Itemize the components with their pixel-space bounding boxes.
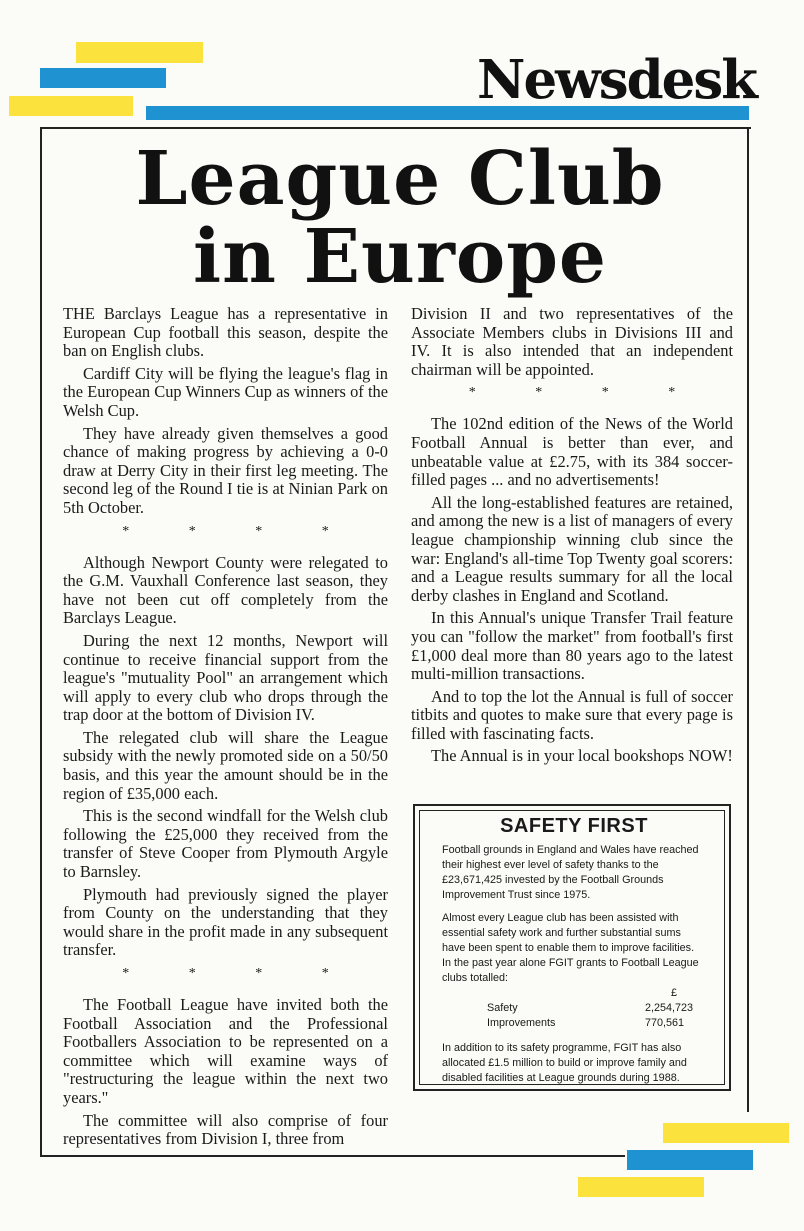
- section-separator: * * * *: [468, 385, 704, 401]
- grant-value: 770,561: [645, 1017, 685, 1029]
- paragraph: The Annual is in your local bookshops NOW!: [431, 746, 733, 766]
- section-separator: * * * *: [122, 966, 357, 981]
- paragraph: During the next 12 months, Newport will continue to receive financial support from the league's "mutuality Pool" an arrangement which will apply to every club who drops through the trap door at the bottom of Division IV.: [63, 630, 388, 725]
- frame-rule-top: [40, 127, 751, 129]
- article-column-left: [63, 305, 388, 1153]
- paragraph: THE Barclays League has a representative in European Cup football this season, despite the ban on English clubs.: [63, 304, 388, 361]
- grant-value: 2,254,723: [645, 1002, 694, 1014]
- safety-first-inner: [419, 810, 725, 1085]
- decor-bar-blue-bottom: [627, 1150, 753, 1170]
- article-headline: [60, 136, 740, 300]
- paragraph: The relegated club will share the League subsidy with the newly promoted side on a 50/50 basis, and this year the amount should be in the region of £35,000 each.: [63, 727, 388, 803]
- paragraph: The 102nd edition of the News of the World Football Annual is better than ever, and unbeatable value at £2.75, with its 384 soccer-filled pages ... and no advertisements!: [411, 414, 733, 490]
- decor-bar-yellow-bottom-2: [578, 1177, 704, 1197]
- paragraph: Plymouth had previously signed the player from County on the understanding that they would share in the profit made in any subsequent transfer.: [63, 884, 388, 960]
- decor-bar-yellow-left: [9, 96, 133, 116]
- paragraph: In this Annual's unique Transfer Trail feature you can "follow the market" from football's first £1,000 deal more than 80 years ago to the latest multi-million transactions.: [411, 608, 733, 684]
- table-row: [442, 1016, 706, 1031]
- paragraph: The committee will also comprise of four representatives from Division I, three from: [63, 1110, 388, 1149]
- paragraph: Cardiff City will be flying the league's flag in the European Cup Winners Cup as winners of the Welsh Cup.: [63, 363, 388, 420]
- safety-first-box: [413, 804, 731, 1091]
- frame-rule-right: [747, 127, 749, 1112]
- grant-label: Safety: [487, 1002, 518, 1014]
- paragraph: All the long-established features are retained, and among the new is a list of managers of every league championship winning club since the war: England's all-time Top Twenty goal scorers: and a League results summary for all the local derby clashes in England and Scotland.: [411, 492, 733, 605]
- article-column-right: [411, 305, 733, 770]
- decor-bar-yellow-bottom-1: [663, 1123, 789, 1143]
- safety-para-3: In addition to its safety programme, FGIT has also allocated £1.5 million to build or improve family and disabled facilities at League grounds during 1988.: [442, 1042, 687, 1084]
- safety-first-title: SAFETY FIRST: [500, 815, 648, 837]
- safety-para-1: Football grounds in England and Wales have reached their highest ever level of safety thanks to the £23,671,425 invested by the Football Grounds Improvement Trust since 1975.: [442, 844, 699, 901]
- paragraph: They have already given themselves a good chance of making progress by achieving a 0-0 draw at Derry City in their first leg meeting. The second leg of the Round I tie is at Ninian Park on 5th October.: [63, 423, 388, 517]
- paragraph: Division II and two representatives of the Associate Members clubs in Divisions III and IV. It is also intended that an independent chairman will be appointed.: [411, 304, 733, 379]
- decor-bar-yellow-top: [76, 42, 203, 63]
- paragraph: Although Newport County were relegated to the G.M. Vauxhall Conference last season, they have not been cut off completely from the Barclays League.: [63, 552, 388, 628]
- grant-label: Improvements: [487, 1017, 556, 1029]
- paragraph: This is the second windfall for the Welsh club following the £25,000 they received from the transfer of Steve Cooper from Plymouth Argyle to Barnsley.: [63, 806, 388, 882]
- safety-para-2: Almost every League club has been assisted with essential safety work and further substantial sums have been spent to enable them to improve facilities. In the past year alone FGIT grants to Football League clubs totalled:: [442, 912, 699, 984]
- grants-table: [442, 986, 706, 1031]
- section-masthead: Newsdesk: [477, 49, 756, 111]
- decor-bar-blue-top: [40, 68, 166, 88]
- frame-rule-left: [40, 127, 42, 1157]
- section-separator: * * * *: [122, 523, 357, 539]
- table-row: [442, 1001, 706, 1016]
- headline-line-2: in Europe: [192, 214, 608, 300]
- headline-line-1: League Club: [135, 136, 665, 222]
- currency-header: £: [671, 987, 678, 999]
- paragraph: The Football League have invited both the Football Association and the Professional Footballers Association to be represented on a committee which will examine ways of "restructuring the league within the next two years.": [63, 995, 388, 1107]
- paragraph: And to top the lot the Annual is full of soccer titbits and quotes to make sure that every page is filled with fascinating facts.: [411, 686, 733, 743]
- frame-rule-bottom: [40, 1155, 625, 1157]
